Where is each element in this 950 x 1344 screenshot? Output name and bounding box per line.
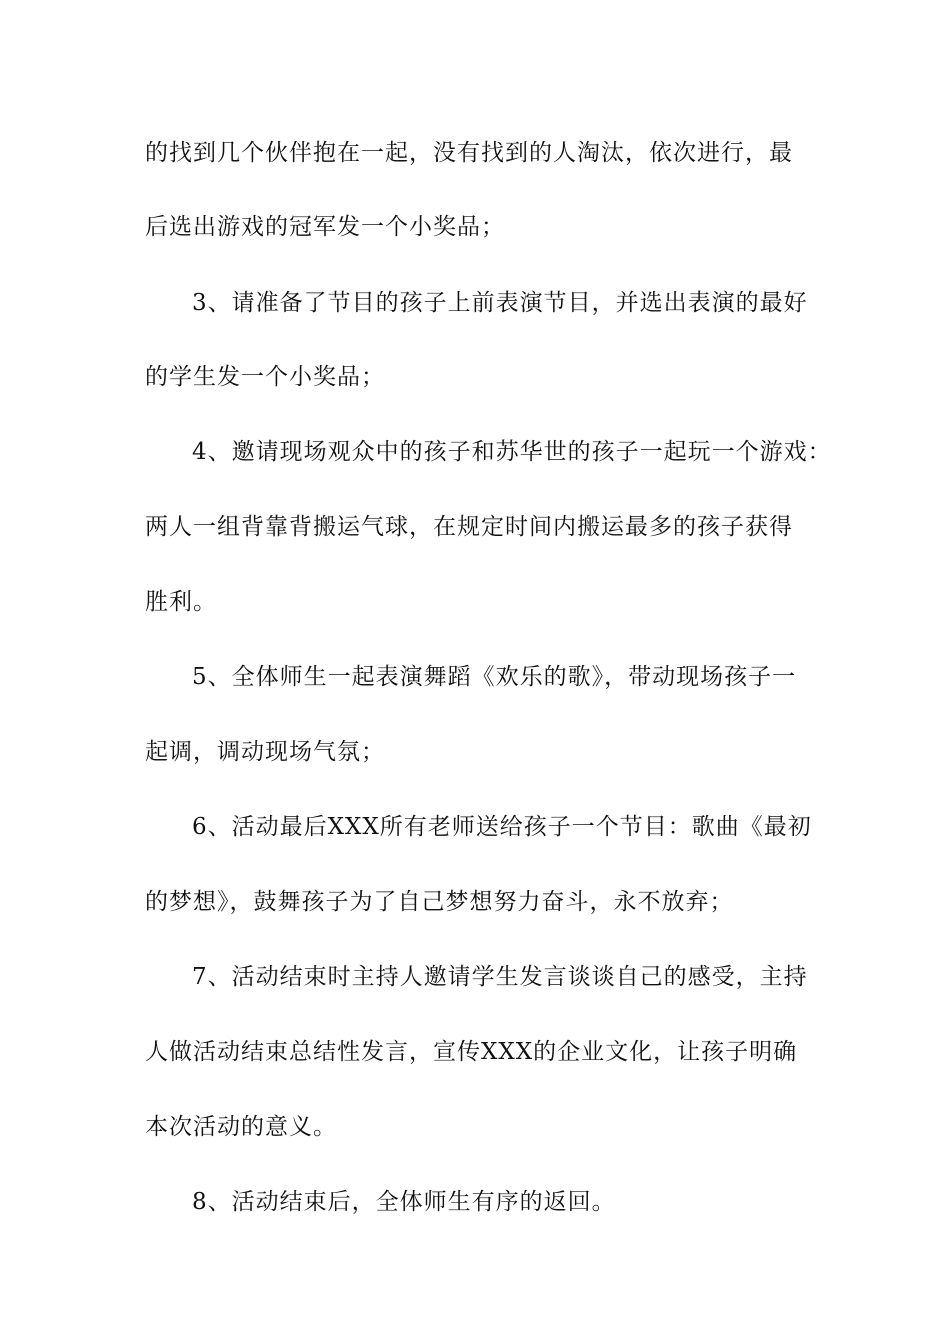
text-line: 8、活动结束后，全体师生有序的返回。 xyxy=(192,1189,616,1215)
text-line: 6、活动最后XXX所有老师送给孩子一个节目：歌曲《最初 xyxy=(192,814,812,840)
text-line: 胜利。 xyxy=(145,589,217,615)
text-line: 5、全体师生一起表演舞蹈《欢乐的歌》，带动现场孩子一 xyxy=(192,664,797,690)
text-line: 起调，调动现场气氛； xyxy=(145,739,385,765)
text-line: 的学生发一个小奖品； xyxy=(145,364,385,390)
text-line: 后选出游戏的冠军发一个小奖品； xyxy=(145,214,505,240)
text-line: 两人一组背靠背搬运气球，在规定时间内搬运最多的孩子获得 xyxy=(145,514,793,540)
text-line: 的梦想》，鼓舞孩子为了自己梦想努力奋斗，永不放弃； xyxy=(145,889,734,915)
text-line: 的找到几个伙伴抱在一起，没有找到的人淘汰，依次进行，最 xyxy=(145,140,793,166)
text-line: 4、邀请现场观众中的孩子和苏华世的孩子一起玩一个游戏： xyxy=(192,439,832,465)
text-line: 7、活动结束时主持人邀请学生发言谈谈自己的感受，主持 xyxy=(192,964,808,990)
text-line: 人做活动结束总结性发言，宣传XXX的企业文化，让孩子明确 xyxy=(145,1039,798,1065)
text-line: 本次活动的意义。 xyxy=(145,1114,337,1140)
text-line: 3、请准备了节目的孩子上前表演节目，并选出表演的最好 xyxy=(192,290,808,316)
